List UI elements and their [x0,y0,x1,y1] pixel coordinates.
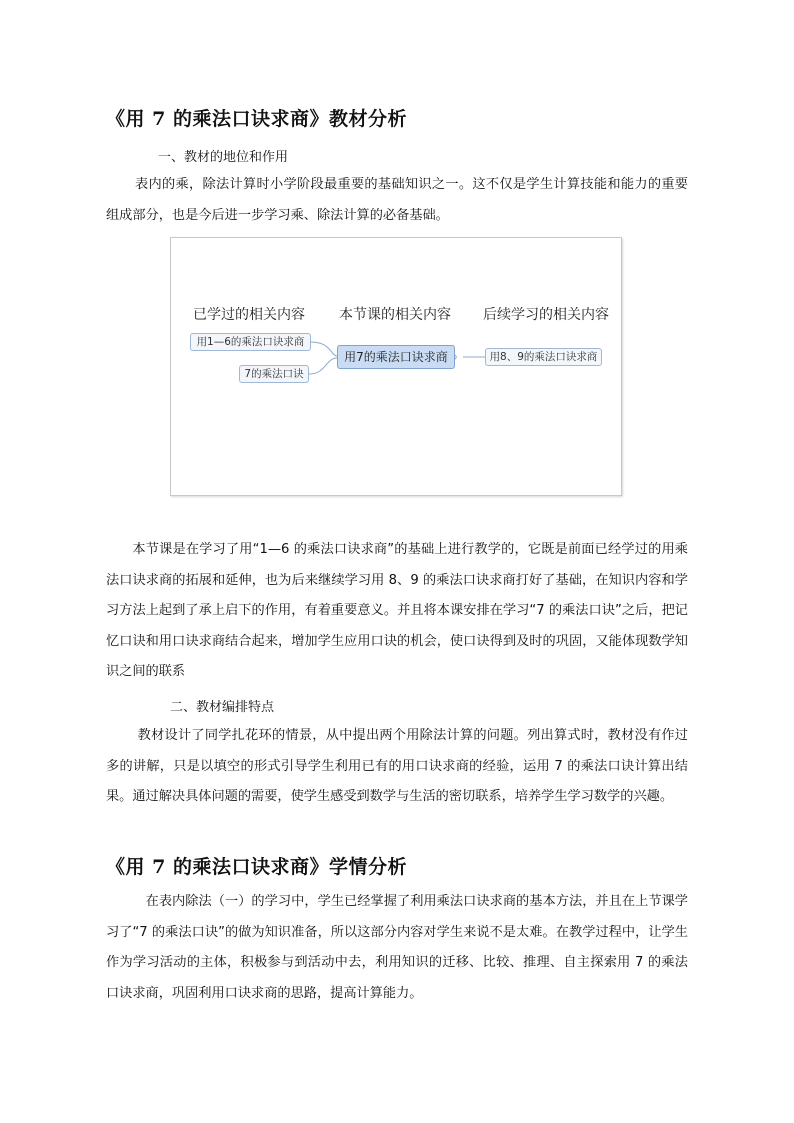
subheading-role: 一、教材的地位和作用 [158,150,289,165]
node-prev-7-table: 7的乘法口诀 [239,365,309,383]
node-prev-1-6: 用1—6的乘法口诀求商 [190,333,311,351]
column-title-next: 后续学习的相关内容 [483,307,609,323]
paragraph-lesson-position: 本节课是在学习了用“1—6 的乘法口诀求商”的基础上进行教学的，它既是前面已经学过的用乘法口诀求商的拓展和延伸，也为后来继续学习用 8、9 的乘法口诀求商打好了基础，在知识内容和学习方法上起到了承上启下的作用，有着重要意义。并且将本课安排在学习“7 的乘法口诀”之后，把记忆口诀和用口诀求商结合起来，增加学生应用口诀的机会，使口诀得到及时的巩固，又能体现数学知识之间的联系 [106,542,688,679]
section-title-student-analysis: 《用 7 的乘法口诀求商》学情分析 [106,856,407,878]
section-title-textbook-analysis: 《用 7 的乘法口诀求商》教材分析 [106,108,407,130]
node-next-8-9: 用8、9的乘法口诀求商 [485,348,602,366]
connector-prev1 [311,342,337,356]
node-current-lesson: 用7的乘法口诀求商 [337,345,455,369]
paragraph-role: 表内的乘，除法计算时小学阶段最重要的基础知识之一。这不仅是学生计算技能和能力的重要组成部分，也是今后进一步学习乘、除法计算的必备基础。 [106,177,688,223]
column-title-current: 本节课的相关内容 [339,307,451,323]
paragraph-features: 教材设计了同学扎花环的情景，从中提出两个用除法计算的问题。列出算式时，教材没有作过多的讲解，只是以填空的形式引导学生利用已有的用口诀求商的经验，运用 7 的乘法口诀计算出结果。通过解决具体问题的需要，使学生感受到数学与生活的密切联系，培养学生学习数学的兴趣。 [106,728,688,804]
connector-prev2 [309,358,337,374]
paragraph-student-analysis: 在表内除法（一）的学习中，学生已经掌握了利用乘法口诀求商的基本方法，并且在上节课学习了“7 的乘法口诀”的做为知识准备，所以这部分内容对学生来说不是太难。在教学过程中，让学生作为学习活动的主体，积极参与到活动中去，利用知识的迁移、比较、推理、自主探索用 7 的乘法口诀求商，巩固利用口诀求商的思路，提高计算能力。 [106,894,688,1001]
mind-map-figure [170,237,622,496]
column-title-learned: 已学过的相关内容 [193,307,305,323]
subheading-features: 二、教材编排特点 [170,700,275,715]
